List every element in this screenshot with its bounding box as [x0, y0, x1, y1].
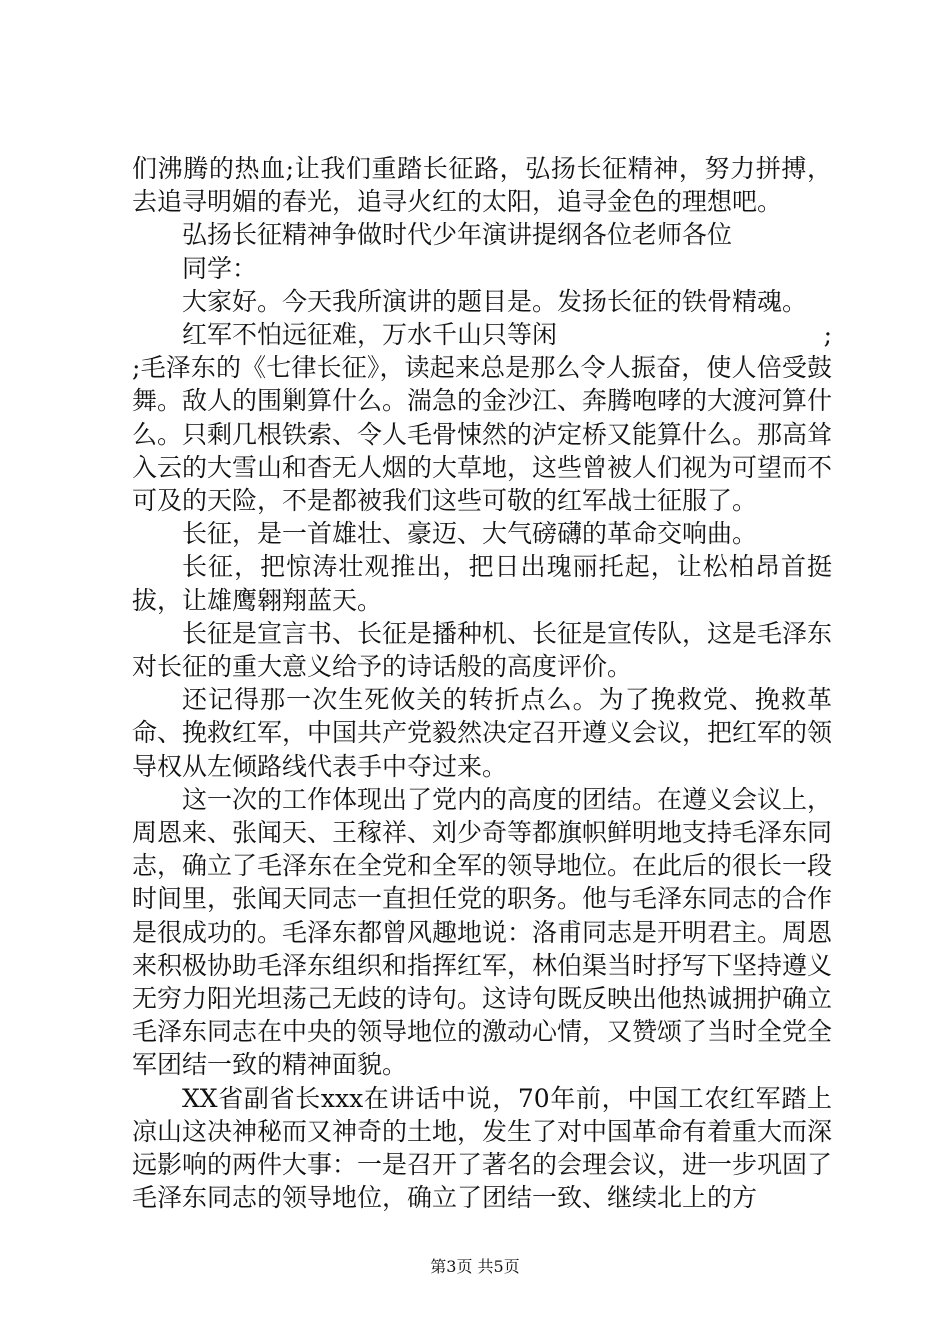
paragraph-unity: 这一次的工作体现出了党内的高度的团结。在遵义会议上，周恩来、张闻天、王稼祥、刘少奇等都旗帜鲜明地支持毛泽东同志，确立了毛泽东在全党和全军的领导地位。在此后的很长一段时间里，张闻天同志一直担任党的职务。他与毛泽东同志的合作是很成功的。毛泽东都曾风趣地说：洛甫同志是开明君主。周恩来积极协助毛泽东组织和指挥红军，林伯渠当时抒写下坚持遵义无穷力阳光坦荡己无歧的诗句。这诗句既反映出他热诚拥护确立毛泽东同志在中央的领导地位的激动心情，又赞颂了当时全党全军团结一致的精神面貌。	[132, 784, 833, 1080]
paragraph-speech: XX省副省长xxx在讲话中说，70年前，中国工农红军踏上凉山这决神秘而又神奇的土地，发生了对中国革命有着重大而深远影响的两件大事：一是召开了著名的会理会议，进一步巩固了毛泽东同志的领导地位，确立了团结一致、继续北上的方	[132, 1083, 833, 1213]
page-footer: 第3页 共5页	[430, 1257, 520, 1276]
paragraph-poem-line	[132, 318, 832, 351]
paragraph-symphony: 长征，是一首雄壮、豪迈、大气磅礴的革命交响曲。	[182, 519, 758, 549]
paragraph-salutation: 同学：	[182, 253, 258, 283]
poem-line-end: ;	[823, 320, 832, 350]
poem-line-text: 红军不怕远征难，万水千山只等闲	[182, 320, 558, 350]
paragraph-continuation: 们沸腾的热血;让我们重踏长征路，弘扬长征精神，努力拼搏，去追寻明媚的春光，追寻火红的太阳，追寻金色的理想吧。	[132, 154, 832, 217]
paragraph-greeting: 大家好。今天我所演讲的题目是。发扬长征的铁骨精魂。	[182, 286, 808, 316]
paragraph-evaluation: 长征是宣言书、长征是播种机、长征是宣传队，这是毛泽东对长征的重大意义给予的诗话般的高度评价。	[132, 618, 833, 682]
paragraph-poem-commentary: ;毛泽东的《七律长征》，读起来总是那么令人振奋，使人倍受鼓舞。敌人的围剿算什么。湍急的金沙江、奔腾咆哮的大渡河算什么。只剩几根铁索、令人毛骨悚然的泸定桥又能算什么。那高耸入云的大雪山和杳无人烟的大草地，这些曾被人们视为可望而不可及的天险，不是都被我们这些可敬的红军战士征服了。	[132, 353, 833, 516]
paragraph-title: 弘扬长征精神争做时代少年演讲提纲各位老师各位	[182, 220, 733, 250]
paragraph-zunyi: 还记得那一次生死攸关的转折点么。为了挽救党、挽救革命、挽救红军，中国共产党毅然决定召开遵义会议，把红军的领导权从左倾路线代表手中夺过来。	[132, 685, 833, 781]
document-body	[132, 152, 832, 1215]
paragraph-imagery: 长征，把惊涛壮观推出，把日出瑰丽托起，让松柏昂首挺拔，让雄鹰翱翔蓝天。	[132, 552, 832, 615]
